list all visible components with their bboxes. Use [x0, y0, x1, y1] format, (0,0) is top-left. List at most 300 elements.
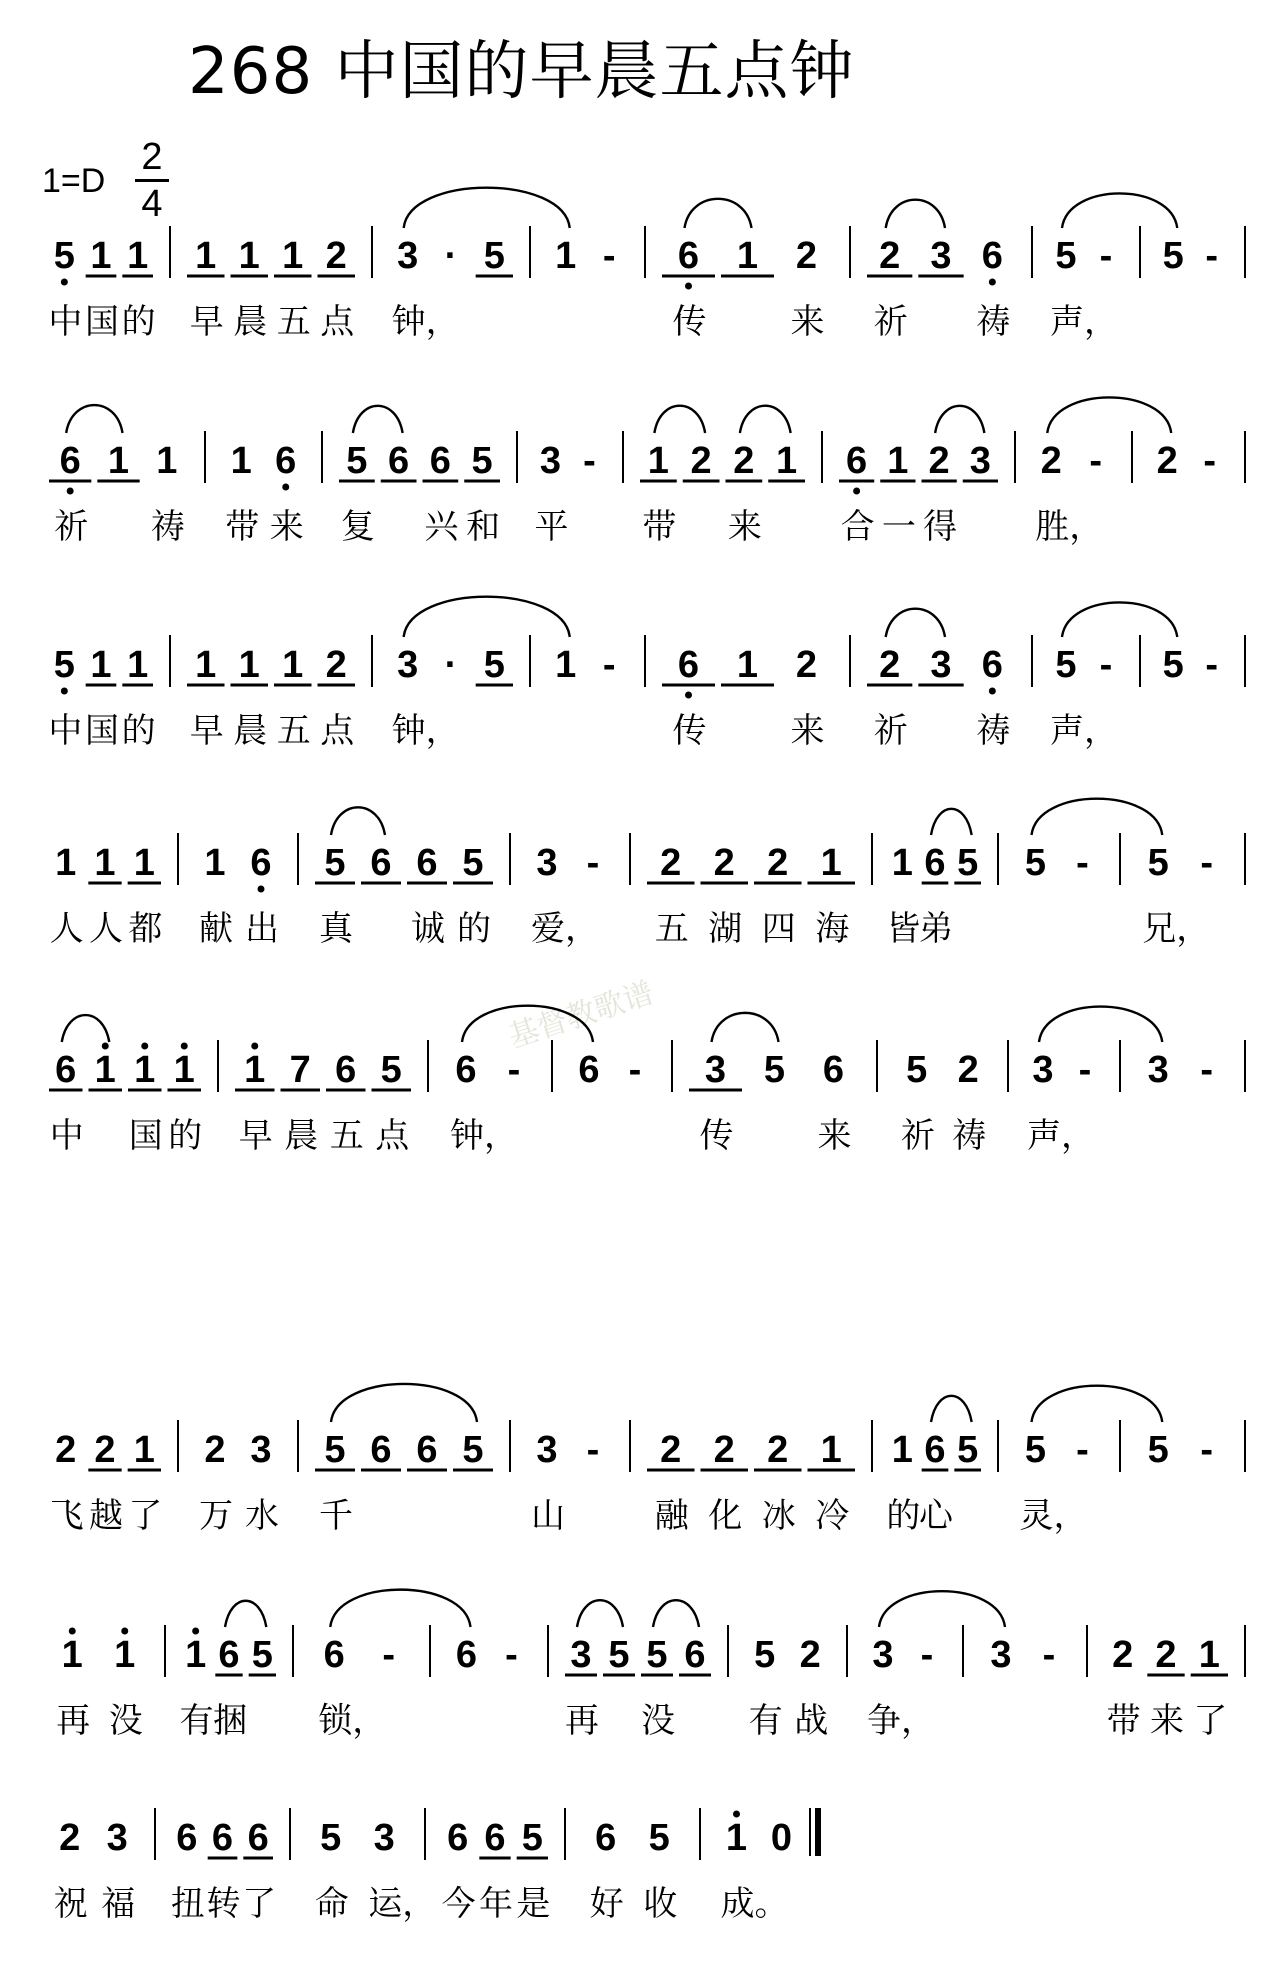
- lyric-syllable: 越: [89, 1496, 123, 1536]
- low-octave-dot: [61, 279, 68, 286]
- jianpu-note: 1: [127, 235, 149, 277]
- lyric-syllable: 福: [101, 1884, 136, 1924]
- jianpu-note: 0: [770, 1817, 793, 1859]
- slur: [1032, 1386, 1163, 1422]
- jianpu-note: 1: [204, 842, 226, 884]
- duration-dash: -: [1042, 1634, 1056, 1676]
- lyric-syllable: 水: [245, 1496, 279, 1536]
- jianpu-note: 5: [608, 1634, 630, 1676]
- jianpu-note: 1: [282, 235, 304, 277]
- jianpu-note: 5: [1147, 842, 1169, 884]
- jianpu-note: 6: [335, 1049, 357, 1091]
- lyric-syllable: 飞: [49, 1496, 84, 1536]
- jianpu-note: 3: [539, 440, 562, 482]
- jianpu-note: 3: [930, 644, 952, 686]
- duration-dash: -: [1200, 1429, 1214, 1471]
- lyric-syllable: 五: [276, 302, 311, 342]
- jianpu-note: 6: [250, 842, 272, 884]
- jianpu-note: 2: [325, 235, 347, 277]
- lyric-syllable: 中: [48, 711, 83, 751]
- duration-dash: -: [507, 1049, 521, 1091]
- dot-mark: ·: [444, 644, 458, 686]
- lyric-syllable: 得: [923, 507, 958, 547]
- jianpu-note: 6: [176, 1817, 198, 1859]
- jianpu-note: 6: [447, 1817, 469, 1859]
- lyric-syllable: 祷: [952, 1116, 987, 1156]
- lyric-syllable: 了: [128, 1496, 163, 1536]
- slur: [685, 199, 752, 228]
- slur: [1047, 397, 1171, 433]
- jianpu-note: 6: [677, 644, 700, 686]
- jianpu-note: 6: [924, 842, 946, 884]
- lyric-syllable: 四: [761, 909, 796, 949]
- jianpu-note: 2: [690, 440, 712, 482]
- lyric-syllable: 弟: [919, 909, 953, 949]
- jianpu-note: 1: [736, 235, 759, 277]
- lyric-syllable: 年: [479, 1884, 513, 1924]
- lyric-syllable: 晨: [233, 302, 268, 342]
- low-octave-dot: [282, 484, 289, 491]
- jianpu-note: 5: [380, 1049, 402, 1091]
- lyric-syllable: 战: [794, 1701, 829, 1741]
- dot-mark: ·: [444, 235, 458, 277]
- jianpu-note: 6: [211, 1817, 234, 1859]
- jianpu-note: 6: [981, 235, 1003, 277]
- jianpu-note: 3: [397, 235, 419, 277]
- slur: [225, 1601, 266, 1627]
- jianpu-note: 5: [1055, 235, 1077, 277]
- duration-dash: -: [1099, 644, 1113, 686]
- jianpu-note: 3: [969, 440, 991, 482]
- jianpu-note: 1: [555, 644, 577, 686]
- high-octave-dot: [141, 1043, 148, 1050]
- slur: [404, 188, 570, 228]
- song-title: 268 中国的早晨五点钟: [188, 35, 855, 109]
- jianpu-note: 2: [713, 1429, 735, 1471]
- jianpu-note: 1: [114, 1634, 136, 1676]
- duration-dash: -: [1200, 842, 1214, 884]
- jianpu-note: 1: [1198, 1634, 1220, 1676]
- duration-dash: -: [1078, 1049, 1092, 1091]
- lyric-syllable: 来: [790, 711, 825, 751]
- jianpu-note: 5: [483, 235, 505, 277]
- jianpu-note: 6: [370, 842, 392, 884]
- high-octave-dot: [733, 1811, 740, 1818]
- jianpu-note: 2: [59, 1817, 81, 1859]
- jianpu-note: 1: [134, 1049, 156, 1091]
- duration-dash: -: [920, 1634, 934, 1676]
- jianpu-note: 5: [324, 1429, 346, 1471]
- lyric-syllable: 献: [199, 909, 233, 949]
- jianpu-note: 5: [1162, 644, 1184, 686]
- slur: [712, 1013, 779, 1042]
- lyric-syllable: 带: [642, 507, 677, 547]
- lyric-syllable: 祈: [900, 1116, 935, 1156]
- jianpu-note: 6: [275, 440, 297, 482]
- jianpu-note: 1: [891, 1429, 913, 1471]
- lyric-syllable: 点: [320, 711, 355, 751]
- lyric-syllable: 祈: [54, 507, 89, 547]
- lyric-syllable: 运，: [368, 1884, 437, 1924]
- jianpu-note: 3: [250, 1429, 272, 1471]
- jianpu-note: 5: [957, 842, 979, 884]
- lyric-syllable: 晨: [233, 711, 268, 751]
- jianpu-note: 5: [754, 1634, 776, 1676]
- duration-dash: -: [1205, 644, 1219, 686]
- jianpu-note: 6: [59, 440, 81, 482]
- jianpu-note: 5: [1162, 235, 1184, 277]
- jianpu-note: 2: [660, 1429, 682, 1471]
- high-octave-dot: [69, 1628, 76, 1635]
- lyric-syllable: 捆: [213, 1701, 247, 1741]
- lyric-syllable: 国: [128, 1116, 163, 1156]
- lyric-syllable: 今: [441, 1884, 476, 1924]
- lyric-syllable: 兄，: [1142, 909, 1211, 949]
- jianpu-note: 1: [647, 440, 669, 482]
- duration-dash: -: [1205, 235, 1219, 277]
- slur: [653, 1600, 699, 1627]
- jianpu-note: 5: [53, 644, 75, 686]
- slur: [331, 807, 385, 835]
- lyric-syllable: 钟，: [391, 711, 460, 751]
- jianpu-note: 6: [323, 1634, 345, 1676]
- jianpu-note: 5: [906, 1049, 928, 1091]
- slur: [931, 809, 972, 835]
- jianpu-note: 6: [429, 440, 451, 482]
- jianpu-note: 1: [736, 644, 759, 686]
- lyric-syllable: 冷: [815, 1496, 850, 1536]
- low-octave-dot: [258, 886, 265, 893]
- lyric-syllable: 真: [319, 909, 353, 949]
- lyric-syllable: 传: [672, 711, 707, 751]
- jianpu-note: 7: [289, 1049, 311, 1091]
- lyric-syllable: 传: [672, 302, 707, 342]
- lyric-syllable: 平: [534, 507, 569, 547]
- jianpu-note: 2: [767, 1429, 789, 1471]
- jianpu-note: 2: [1156, 440, 1178, 482]
- jianpu-note: 1: [776, 440, 798, 482]
- slur: [931, 1396, 972, 1422]
- jianpu-note: 1: [90, 235, 112, 277]
- lyric-syllable: 中: [49, 1116, 84, 1156]
- slur: [1062, 193, 1177, 228]
- slur: [1062, 602, 1177, 637]
- jianpu-note: 2: [795, 644, 818, 686]
- jianpu-note: 6: [578, 1049, 600, 1091]
- duration-dash: -: [583, 440, 596, 482]
- jianpu-note: 6: [388, 440, 410, 482]
- duration-dash: -: [586, 1429, 600, 1471]
- jianpu-note: 1: [185, 1634, 207, 1676]
- duration-dash: -: [1076, 842, 1089, 884]
- duration-dash: -: [505, 1634, 518, 1676]
- lyric-syllable: 五: [329, 1116, 364, 1156]
- lyric-syllable: 来: [1150, 1701, 1184, 1741]
- lyric-syllable: 带: [1106, 1701, 1141, 1741]
- jianpu-note: 5: [320, 1817, 342, 1859]
- jianpu-note: 2: [1155, 1634, 1177, 1676]
- jianpu-note: 2: [55, 1429, 77, 1471]
- lyric-syllable: 人: [89, 909, 123, 949]
- watermark-logo: 基督教歌谱: [504, 975, 658, 1056]
- lyric-syllable: 湖: [708, 909, 743, 949]
- jianpu-note: 2: [1112, 1634, 1134, 1676]
- lyric-syllable: 早: [238, 1116, 273, 1156]
- lyric-syllable: 带: [225, 507, 260, 547]
- jianpu-note: 1: [891, 842, 913, 884]
- lyric-syllable: 钟，: [450, 1116, 518, 1156]
- jianpu-note: 1: [244, 1049, 266, 1091]
- lyric-syllable: 融: [654, 1496, 689, 1536]
- lyric-syllable: 命: [314, 1884, 349, 1924]
- jianpu-note: 5: [462, 842, 484, 884]
- lyric-syllable: 声，: [1050, 711, 1118, 751]
- lyric-syllable: 中: [48, 302, 83, 342]
- jianpu-note: 6: [484, 1817, 506, 1859]
- slur: [577, 1600, 623, 1627]
- jianpu-note: 5: [324, 842, 346, 884]
- lyric-syllable: 心: [919, 1496, 953, 1536]
- jianpu-note: 2: [957, 1049, 979, 1091]
- jianpu-note: 5: [462, 1429, 484, 1471]
- lyric-syllable: 祈: [873, 711, 908, 751]
- jianpu-note: 6: [981, 644, 1003, 686]
- jianpu-note: 1: [195, 644, 217, 686]
- slur: [1032, 799, 1163, 835]
- jianpu-note: 3: [1147, 1049, 1169, 1091]
- jianpu-note: 5: [957, 1429, 979, 1471]
- slur: [66, 405, 122, 433]
- jianpu-note: 1: [156, 440, 178, 482]
- lyric-syllable: 五: [276, 711, 311, 751]
- jianpu-note: 1: [195, 235, 217, 277]
- slur: [462, 1006, 593, 1042]
- lyric-syllable: 点: [320, 302, 355, 342]
- lyric-syllable: 祝: [53, 1884, 88, 1924]
- jianpu-note: 5: [251, 1634, 273, 1676]
- lyric-syllable: 争，: [867, 1701, 935, 1741]
- lyric-syllable: 和: [466, 507, 501, 547]
- lyric-syllable: 一: [881, 507, 916, 547]
- lyric-syllable: 早: [189, 302, 224, 342]
- duration-dash: -: [1099, 235, 1113, 277]
- jianpu-note: 1: [282, 644, 304, 686]
- lyric-syllable: 出: [245, 909, 279, 949]
- jianpu-note: 1: [107, 440, 130, 482]
- slur: [740, 406, 791, 433]
- jianpu-note: 1: [94, 1049, 116, 1091]
- low-octave-dot: [853, 488, 860, 495]
- jianpu-note: 2: [733, 440, 755, 482]
- jianpu-note: 1: [133, 842, 155, 884]
- slur: [886, 200, 945, 228]
- duration-dash: -: [1076, 1429, 1089, 1471]
- jianpu-note: 2: [928, 440, 950, 482]
- lyric-syllable: 海: [815, 909, 850, 949]
- lyric-syllable: 千: [319, 1496, 353, 1536]
- jianpu-note: 3: [990, 1634, 1012, 1676]
- jianpu-note: 5: [1147, 1429, 1169, 1471]
- jianpu-note: 6: [416, 842, 438, 884]
- duration-dash: -: [1200, 1049, 1214, 1091]
- jianpu-note: 3: [397, 644, 419, 686]
- time-signature-top: 2: [141, 136, 163, 178]
- lyric-syllable: 国: [85, 302, 119, 342]
- slur: [1039, 1007, 1162, 1042]
- jianpu-note: 5: [471, 440, 493, 482]
- jianpu-note: 2: [879, 644, 901, 686]
- slur: [353, 406, 403, 433]
- lyric-syllable: 好: [589, 1884, 624, 1924]
- lyric-syllable: 传: [699, 1116, 734, 1156]
- low-octave-dot: [61, 688, 68, 695]
- jianpu-note: 2: [767, 842, 789, 884]
- jianpu-note: 5: [648, 1817, 670, 1859]
- lyric-syllable: 都: [128, 909, 163, 949]
- low-octave-dot: [989, 279, 996, 286]
- duration-dash: -: [602, 644, 616, 686]
- duration-dash: -: [1203, 440, 1217, 482]
- jianpu-note: 6: [370, 1429, 392, 1471]
- jianpu-note: 2: [879, 235, 901, 277]
- duration-dash: -: [1089, 440, 1103, 482]
- jianpu-note: 6: [846, 440, 868, 482]
- jianpu-note: 1: [94, 842, 116, 884]
- lyric-syllable: 复: [340, 507, 375, 547]
- slur: [879, 1591, 1005, 1627]
- jianpu-note: 6: [924, 1429, 946, 1471]
- lyric-syllable: 祷: [976, 302, 1011, 342]
- lyric-syllable: 有: [748, 1701, 783, 1741]
- lyric-syllable: 转: [206, 1884, 241, 1924]
- lyric-syllable: 山: [531, 1496, 565, 1536]
- lyric-syllable: 人: [49, 909, 84, 949]
- lyric-syllable: 没: [108, 1701, 143, 1741]
- jianpu-note: 6: [247, 1817, 269, 1859]
- lyric-syllable: 的: [121, 302, 156, 342]
- jianpu-note: 3: [536, 1429, 558, 1471]
- jianpu-note: 1: [230, 440, 252, 482]
- jianpu-note: 2: [204, 1429, 226, 1471]
- jianpu-note: 3: [704, 1049, 727, 1091]
- slur: [331, 1384, 477, 1422]
- jianpu-note: 5: [346, 440, 368, 482]
- lyric-syllable: 合: [840, 507, 875, 547]
- jianpu-note: 3: [570, 1634, 592, 1676]
- slur: [654, 406, 705, 433]
- duration-dash: -: [602, 235, 616, 277]
- lyric-syllable: 的: [886, 1496, 921, 1536]
- jianpu-note: 1: [725, 1817, 748, 1859]
- lyric-syllable: 扭: [170, 1884, 205, 1924]
- jianpu-note: 6: [455, 1049, 477, 1091]
- lyric-syllable: 锁，: [318, 1701, 387, 1741]
- low-octave-dot: [685, 692, 692, 699]
- jianpu-note: 2: [660, 842, 682, 884]
- lyric-syllable: 的: [168, 1116, 203, 1156]
- lyric-syllable: 祷: [976, 711, 1011, 751]
- jianpu-note: 3: [106, 1817, 128, 1859]
- slur: [62, 1015, 110, 1042]
- lyric-syllable: 爱，: [531, 909, 599, 949]
- jianpu-note: 3: [1032, 1049, 1054, 1091]
- jianpu-note: 6: [822, 1049, 845, 1091]
- low-octave-dot: [989, 688, 996, 695]
- lyric-syllable: 诚: [411, 909, 445, 949]
- jianpu-note: 6: [684, 1634, 706, 1676]
- lyric-syllable: 早: [189, 711, 224, 751]
- jianpu-note: 5: [1024, 842, 1047, 884]
- jianpu-note: 1: [238, 644, 260, 686]
- jianpu-note: 5: [763, 1049, 786, 1091]
- time-signature-bottom: 4: [141, 183, 163, 225]
- lyric-syllable: 晨: [284, 1116, 319, 1156]
- lyric-syllable: 皆: [886, 909, 921, 949]
- jianpu-note: 3: [872, 1634, 894, 1676]
- slur: [935, 406, 984, 433]
- jianpu-note: 1: [555, 235, 577, 277]
- jianpu-note: 1: [90, 644, 112, 686]
- jianpu-note: 1: [173, 1049, 195, 1091]
- lyric-syllable: 兴: [424, 507, 459, 547]
- lyric-syllable: 来: [269, 507, 304, 547]
- lyric-syllable: 是: [516, 1884, 551, 1924]
- low-octave-dot: [67, 488, 74, 495]
- lyric-syllable: 成。: [720, 1884, 789, 1924]
- jianpu-note: 6: [416, 1429, 438, 1471]
- lyric-syllable: 声，: [1050, 302, 1118, 342]
- lyric-syllable: 冰: [761, 1496, 796, 1536]
- lyric-syllable: 点: [375, 1116, 410, 1156]
- slur: [404, 597, 570, 637]
- lyric-syllable: 化: [708, 1496, 743, 1536]
- lyric-syllable: 来: [790, 302, 825, 342]
- lyric-syllable: 灵，: [1019, 1496, 1088, 1536]
- lyric-syllable: 的: [121, 711, 156, 751]
- jianpu-note: 1: [133, 1429, 155, 1471]
- high-octave-dot: [121, 1628, 128, 1635]
- lyric-syllable: 再: [56, 1701, 91, 1741]
- jianpu-note: 2: [799, 1634, 821, 1676]
- lyric-syllable: 万: [199, 1496, 233, 1536]
- jianpu-note: 5: [646, 1634, 668, 1676]
- jianpu-note: 6: [218, 1634, 240, 1676]
- jianpu-note: 5: [53, 235, 75, 277]
- lyric-syllable: 声，: [1027, 1116, 1095, 1156]
- jianpu-note: 6: [455, 1634, 478, 1676]
- jianpu-note: 1: [887, 440, 909, 482]
- lyric-syllable: 收: [643, 1884, 678, 1924]
- jianpu-note: 6: [595, 1817, 617, 1859]
- jianpu-note: 2: [1040, 440, 1062, 482]
- slur: [330, 1590, 470, 1627]
- lyric-syllable: 再: [565, 1701, 599, 1741]
- lyric-syllable: 有: [179, 1701, 214, 1741]
- jianpu-note: 2: [795, 235, 818, 277]
- duration-dash: -: [382, 1634, 396, 1676]
- lyric-syllable: 五: [654, 909, 689, 949]
- lyric-syllable: 国: [85, 711, 119, 751]
- jianpu-note: 6: [677, 235, 700, 277]
- jianpu-note: 5: [521, 1817, 543, 1859]
- duration-dash: -: [586, 842, 600, 884]
- duration-dash: -: [628, 1049, 642, 1091]
- high-octave-dot: [181, 1043, 188, 1050]
- jianpu-note: 1: [127, 644, 149, 686]
- jianpu-note: 1: [238, 235, 260, 277]
- jianpu-note: 1: [820, 1429, 842, 1471]
- jianpu-note: 5: [483, 644, 505, 686]
